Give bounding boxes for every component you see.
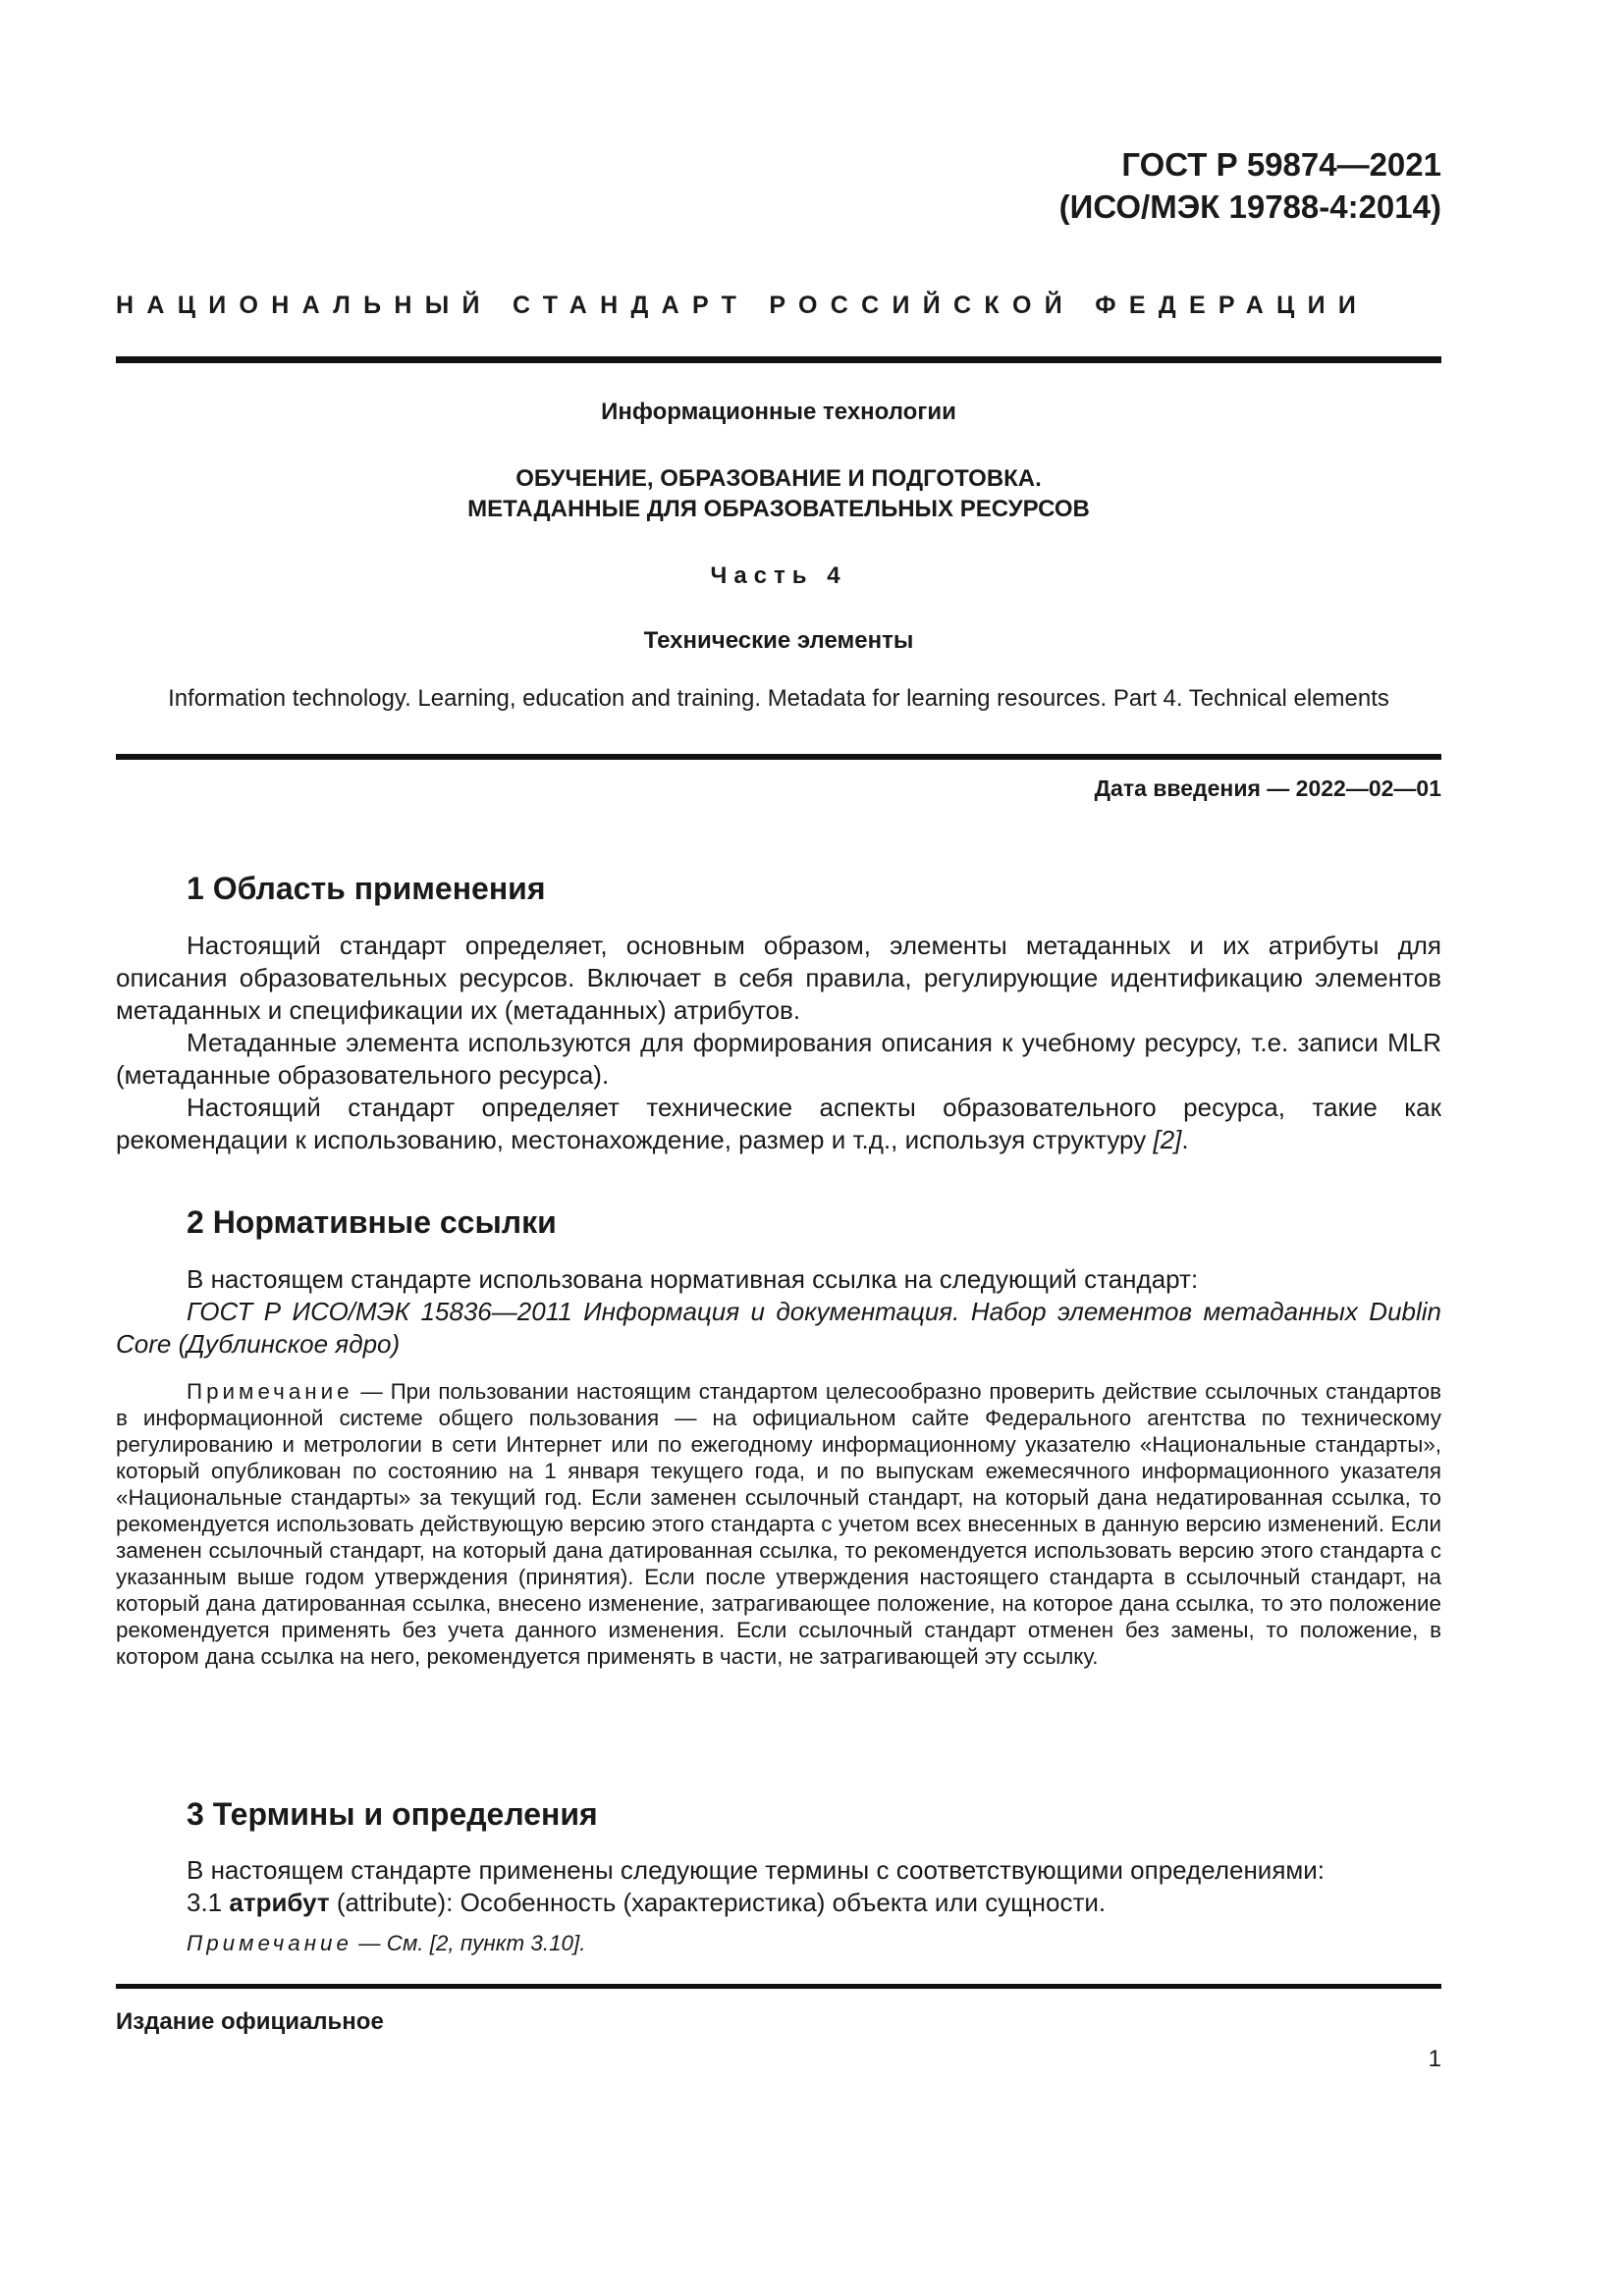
introduction-date: Дата введения — 2022—02—01 bbox=[1094, 775, 1441, 801]
note-label: Примечание bbox=[187, 1379, 353, 1404]
title-subtitle: Технические элементы bbox=[643, 627, 914, 654]
footer-rule bbox=[116, 1984, 1441, 1989]
note-label: Примечание bbox=[187, 1931, 352, 1955]
section2-body bbox=[116, 1263, 1441, 1361]
title-main-line2: МЕТАДАННЫЕ ДЛЯ ОБРАЗОВАТЕЛЬНЫХ РЕСУРСОВ bbox=[467, 496, 1090, 522]
note-paragraph bbox=[116, 1378, 1441, 1670]
section1-p3-end: . bbox=[1181, 1125, 1189, 1154]
section1-body bbox=[116, 930, 1441, 1156]
national-standard-banner: НАЦИОНАЛЬНЫЙ СТАНДАРТ РОССИЙСКОЙ ФЕДЕРАЦИИ bbox=[116, 292, 1370, 319]
section3-body bbox=[116, 1854, 1441, 1919]
section1-paragraph bbox=[116, 1092, 1441, 1156]
note-text: — При пользовании настоящим стандартом целесообразно проверить действие ссылочных стандартов в информационной системе общего пользования — на официальном сайте Федерального агентства по техническому регулированию и метрологии в сети Интернет или по ежегодному информационному указателю «Национальные стандарты», который опубликован по состоянию на 1 января текущего года, и по выпускам ежемесячного информационного указателя «Национальные стандарты» за текущий год. Если заменен ссылочный стандарт, на который дана недатированная ссылка, то рекомендуется использовать действующую версию этого стандарта с учетом всех внесенных в данную версию изменений. Если заменен ссылочный стандарт, на который дана датированная ссылка, то рекомендуется использовать версию этого стандарта с указанным выше годом утверждения (принятия). Если после утверждения настоящего стандарта в ссылочный стандарт, на который дана датированная ссылка, внесено изменение, затрагивающее положение, на которое дана ссылка, то это положение рекомендуется применять без учета данного изменения. Если ссылочный стандарт отменен без замены, то положение, в котором дана ссылка на него, рекомендуется применять в части, не затрагивающей эту ссылку. bbox=[116, 1379, 1441, 1669]
section1-p3-text: Настоящий стандарт определяет технические аспекты образовательного ресурса, такие как рекомендации к использованию, местонахождение, размер и т.д., используя структуру bbox=[116, 1093, 1441, 1154]
section2-heading: 2 Нормативные ссылки bbox=[187, 1204, 557, 1240]
section3-note bbox=[116, 1930, 1441, 1956]
official-edition: Издание официальное bbox=[116, 2008, 384, 2035]
section1-heading: 1 Область применения bbox=[187, 871, 546, 906]
term-definition bbox=[116, 1887, 1441, 1919]
note-paragraph bbox=[116, 1930, 1441, 1956]
gost-number: ГОСТ Р 59874—2021 bbox=[1121, 146, 1441, 183]
normative-reference: ГОСТ Р ИСО/МЭК 15836—2011 Информация и документация. Набор элементов метаданных Dublin Core (Дублинское ядро) bbox=[116, 1297, 1441, 1359]
term-name: атрибут bbox=[229, 1888, 330, 1917]
section3-heading: 3 Термины и определения bbox=[187, 1796, 598, 1832]
section2-paragraph: В настоящем стандарте использована нормативная ссылка на следующий стандарт: bbox=[187, 1264, 1199, 1294]
note-text: — См. [2, пункт 3.10]. bbox=[352, 1931, 586, 1955]
title-part: Часть 4 bbox=[710, 562, 847, 589]
reference-link: [2] bbox=[1153, 1125, 1182, 1154]
section2-note bbox=[116, 1378, 1441, 1670]
title-rule bbox=[116, 754, 1441, 760]
title-english: Information technology. Learning, education and training. Metadata for learning resources. Part 4. Technical elements bbox=[168, 685, 1389, 712]
term-number: 3.1 bbox=[187, 1888, 230, 1917]
page-number: 1 bbox=[1428, 2046, 1441, 2072]
section1-paragraph: Настоящий стандарт определяет, основным образом, элементы метаданных и их атрибуты для описания образовательных ресурсов. Включает в себя правила, регулирующие идентификацию элементов метаданных и спецификации их (метаданных) атрибутов. bbox=[116, 931, 1441, 1025]
iso-number: (ИСО/МЭК 19788-4:2014) bbox=[1058, 188, 1441, 225]
term-def: (attribute): Особенность (характеристика) объекта или сущности. bbox=[329, 1888, 1107, 1917]
top-rule bbox=[116, 356, 1441, 363]
section1-paragraph: Метаданные элемента используются для формирования описания к учебному ресурсу, т.е. записи MLR (метаданные образовательного ресурса). bbox=[116, 1028, 1441, 1090]
title-main-line1: ОБУЧЕНИЕ, ОБРАЗОВАНИЕ И ПОДГОТОВКА. bbox=[515, 465, 1042, 492]
section3-paragraph: В настоящем стандарте применены следующие термины с соответствующими определениями: bbox=[187, 1855, 1326, 1885]
title-category: Информационные технологии bbox=[601, 399, 956, 425]
